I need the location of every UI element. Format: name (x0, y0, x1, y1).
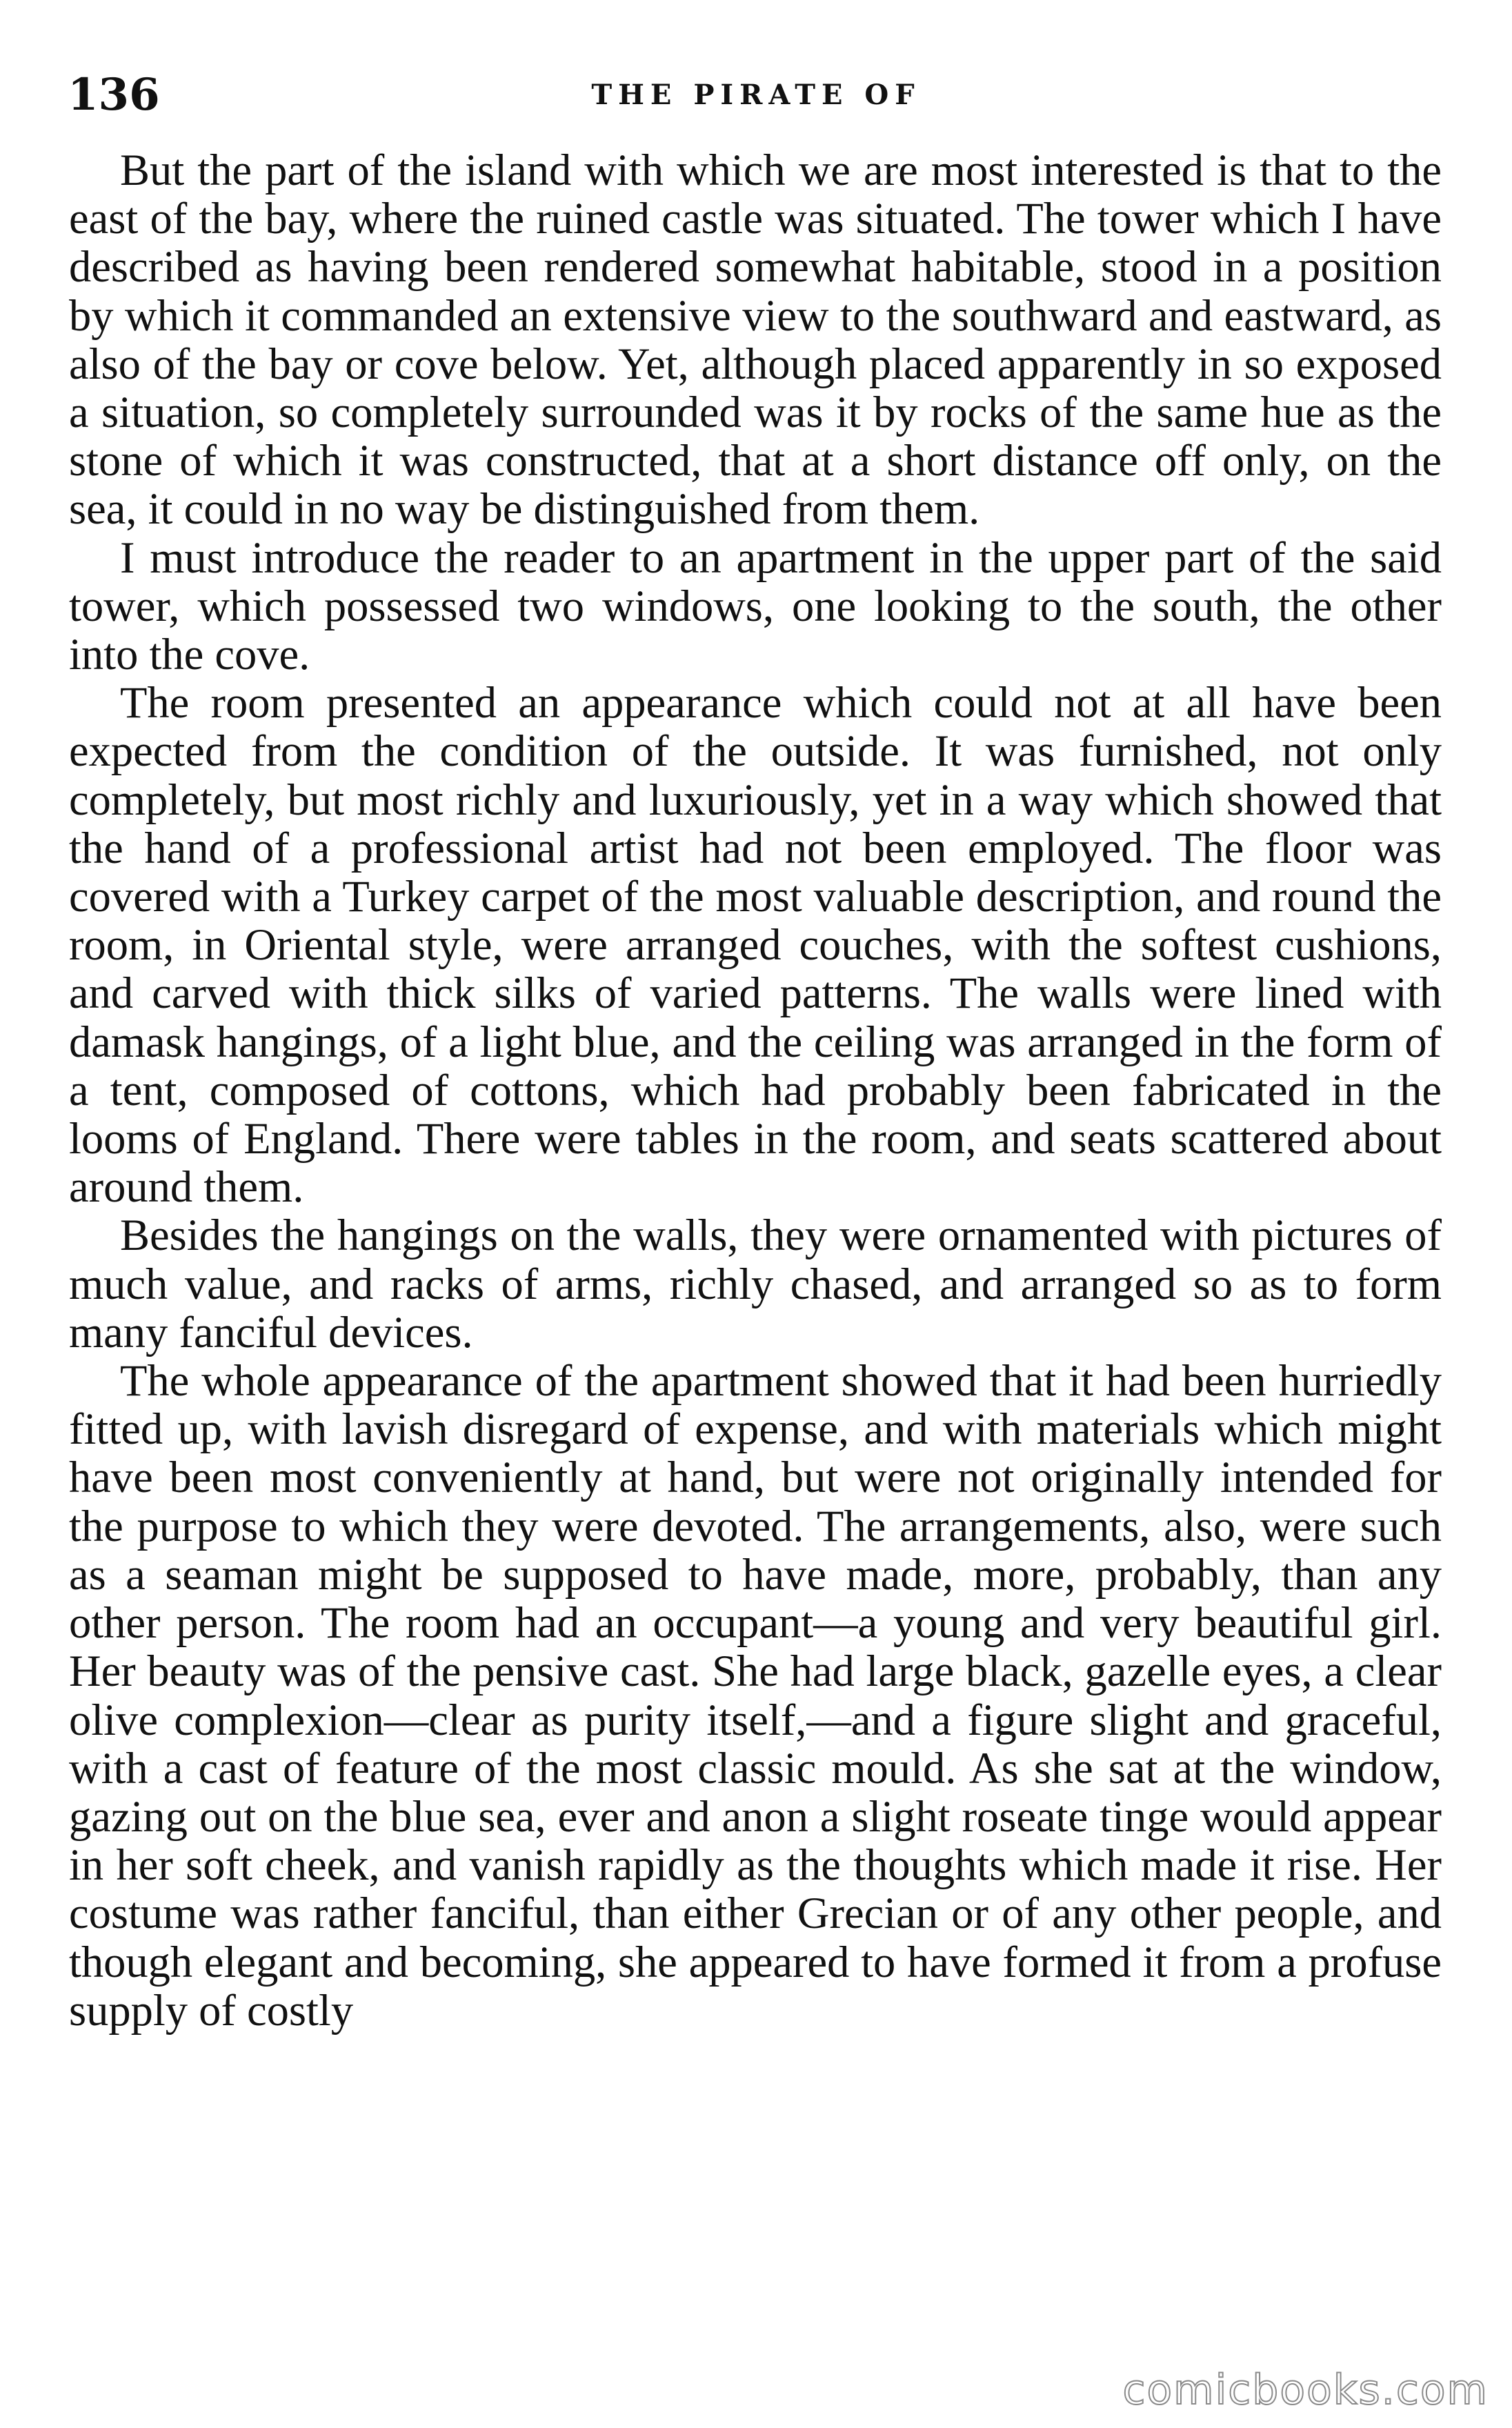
paragraph: But the part of the island with which we are most interested is that to the east of the bay, where the ruined castle was situated. The tower which I have described as having been rendered somewhat habitable, stood in a position by which it commanded an extensive view to the southward and eastward, as also of the bay or cove below. Yet, although placed apparently in so exposed a situation, so completely surrounded was it by rocks of the same hue as the stone of which it was constructed, that at a short distance off only, on the sea, it could in no way be distinguished from them. (69, 146, 1442, 534)
running-head: THE PIRATE OF (591, 79, 921, 111)
paragraph: Besides the hangings on the walls, they were ornamented with pictures of much value, and racks of arms, richly chased, and arranged so as to form many fanciful devices. (69, 1211, 1442, 1357)
paragraph: The room presented an appearance which could not at all have been expected from the condition of the outside. It was furnished, not only completely, but most richly and luxuriously, yet in a way which showed that the hand of a professional artist had not been employed. The floor was covered with a Turkey carpet of the most valuable description, and round the room, in Oriental style, were arranged couches, with the softest cushions, and carved with thick silks of varied patterns. The walls were lined with damask hangings, of a light blue, and the ceiling was arranged in the form of a tent, composed of cottons, which had probably been fabricated in the looms of England. There were tables in the room, and seats scattered about around them. (69, 678, 1442, 1212)
paragraph: The whole appearance of the apartment showed that it had been hurriedly fitted up, with lavish disregard of expense, and with materials which might have been most conveniently at hand, but were not originally intended for the purpose to which they were devoted. The arrangements, also, were such as a seaman might be supposed to have made, more, probably, than any other person. The room had an occupant—a young and very beautiful girl. Her beauty was of the pensive cast. She had large black, gazelle eyes, a clear olive complexion—clear as purity itself,—and a figure slight and graceful, with a cast of feature of the most classic mould. As she sat at the window, gazing out on the blue sea, ever and anon a slight roseate tinge would appear in her soft cheek, and vanish rapidly as the thoughts which made it rise. Her costume was rather fanciful, than either Grecian or of any other people, and though elegant and becoming, she appeared to have formed it from a profuse supply of costly (69, 1356, 1442, 2035)
body-text (69, 146, 1442, 2035)
watermark: comicbooks.com (1122, 2366, 1489, 2414)
paragraph: I must introduce the reader to an apartment in the upper part of the said tower, which possessed two windows, one looking to the south, the other into the cove. (69, 533, 1442, 679)
page-number: 136 (68, 69, 160, 121)
page-header (68, 54, 1444, 137)
